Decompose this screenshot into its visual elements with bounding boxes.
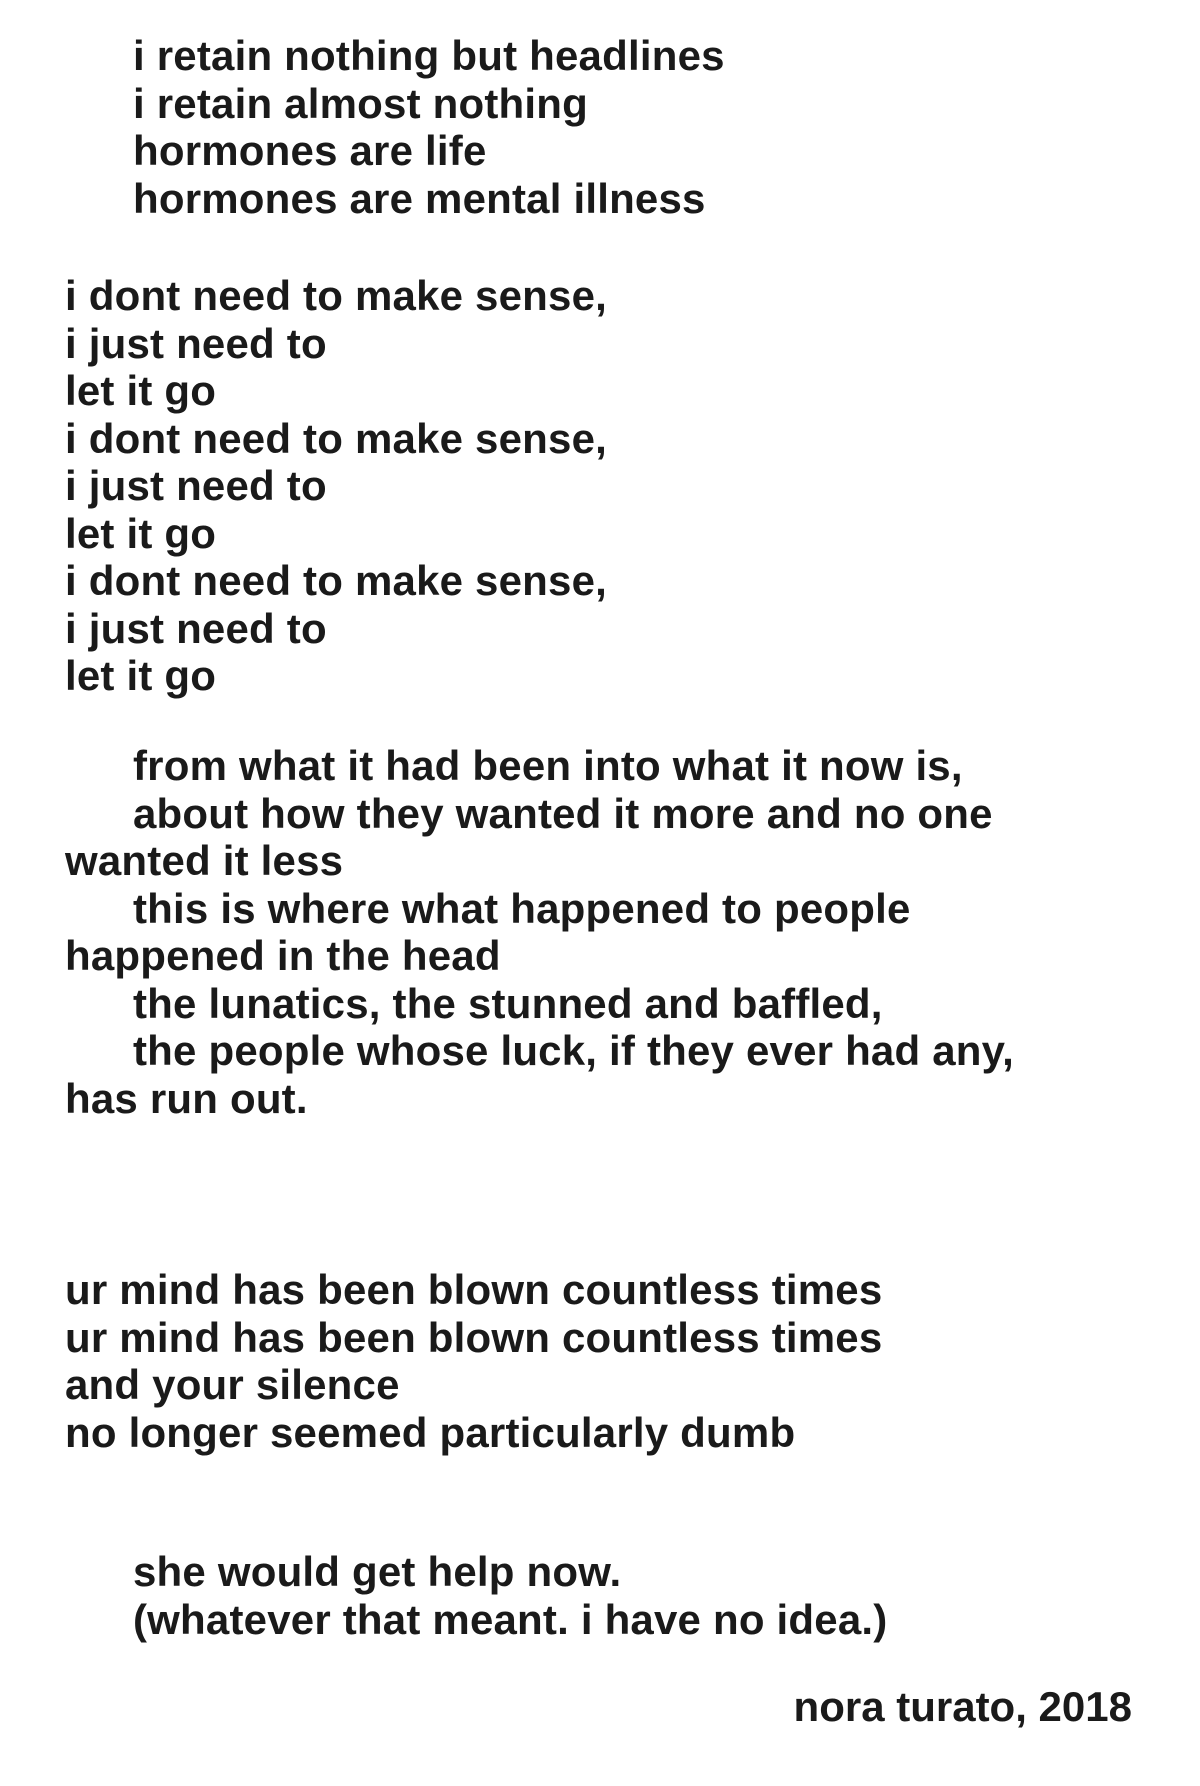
poem-line: i just need to [65,319,327,367]
poem-line: hormones are mental illness [133,174,706,222]
stanza-2 [65,272,1165,700]
poem-line: has run out. [65,1074,308,1122]
poem-line: happened in the head [65,932,501,979]
poem-line: i dont need to make sense, [65,557,608,604]
poem-line: ur mind has been blown countless times [65,1266,883,1313]
poem-line: hormones are life [133,127,487,174]
stanza-5 [65,1548,1165,1643]
poem-line: (whatever that meant. i have no idea.) [133,1595,888,1643]
poem-line: and your silence [65,1361,400,1408]
stanza-4 [65,1266,1165,1456]
stanza-3 [65,742,1165,1122]
poem-line: this is where what happened to people [133,884,911,932]
poem-line: i dont need to make sense, [65,272,608,319]
poem-line: let it go [65,652,217,699]
author-signature: nora turato, 2018 [793,1683,1132,1730]
poem-line: i retain nothing but headlines [133,32,725,79]
poem-line: i just need to [65,462,327,509]
poem-line: let it go [65,509,217,557]
poem-line: she would get help now. [133,1548,622,1595]
poem-line: i retain almost nothing [133,79,588,127]
poem-line: ur mind has been blown countless times [65,1313,883,1361]
poem-line: the lunatics, the stunned and baffled, [133,979,883,1027]
poem-line: the people whose luck, if they ever had any, [133,1027,1014,1074]
poem-line: wanted it less [65,837,344,884]
poem-line: let it go [65,367,217,414]
poem-line: i dont need to make sense, [65,414,608,462]
poem-line: from what it had been into what it now is, [133,742,963,789]
stanza-1 [65,32,1165,222]
poem-line: no longer seemed particularly dumb [65,1408,796,1456]
poem-line: about how they wanted it more and no one [133,789,993,837]
poem-line: i just need to [65,604,327,652]
